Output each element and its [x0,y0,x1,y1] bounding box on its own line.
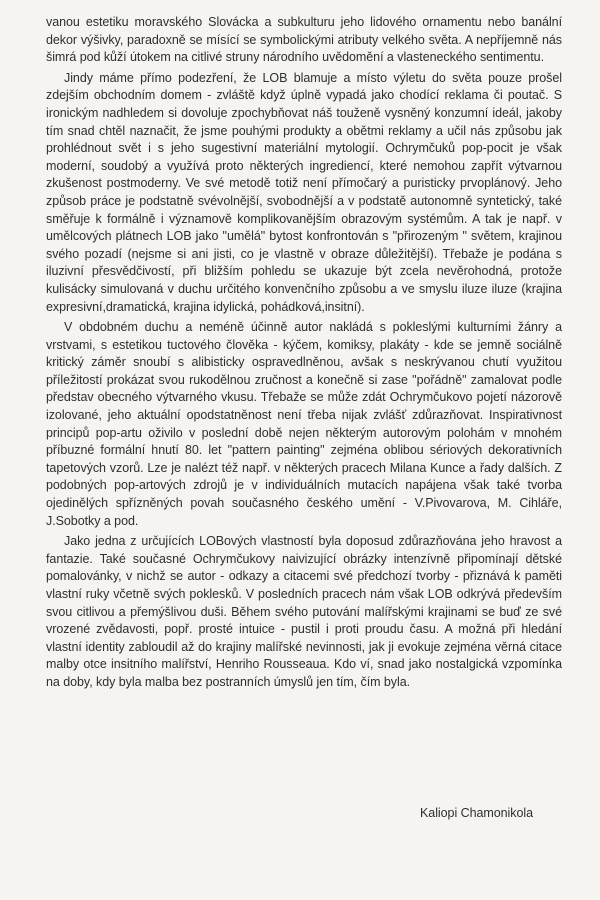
paragraph-3: V obdobném duchu a neméně účinně autor nakládá s pokleslými kulturními žánry a vrstvami, s estetikou tuctového člověka - kýčem, komiksy, plakáty - kde se jemně sociálně kritický záměr snoubí s alibisticky ospravedlněnou, avšak s neskrývanou chutí využitou příležitostí prokázat svou rukodělnou zručnost a konečně si zase "pořádně" zamalovat podle představ obecného výtvarného vkusu. Třebaže se může zdát Ochrymčukovo pojetí názorově izolované, jeho aktuální opodstatněnost není třeba nijak zvlášť zdůrazňovat. Inspirativnost principů pop-artu oživilo v poslední době nejen některým autorovým polohám v mnohém příbuzné formální hnutí 80. let "pattern painting" zejména oblibou sériových dekorativních tapetových vzorů. Lze je nalézt též např. v některých pracech Milana Kunce a řady dalších. Z podobných pop-artových zdrojů je v individuálních mutacích napájena však také tvorba ojedinělých spřízněných povah současného českého umění - V.Pivovarova, M. Cihláře, J.Sobotky a pod. [46,320,562,528]
author-signature: Kaliopi Chamonikola [420,806,534,820]
article-body [46,14,562,695]
paragraph-2: Jindy máme přímo podezření, že LOB blamuje a místo výletu do světa pouze prošel zdejším obchodním domem - zvláště když úplně vypadá jako chodící reklama či poutač. S ironickým nadhledem si dovoluje zpochybňovat náš touženě vysněný konzumní ideál, jakoby tím snad chtěl naznačit, že jsme pouhými produkty a obětmi reklamy a učil nás způsobu jak prohlédnout svět i s jeho sugestivní materiální mytologií. Ochrymčuků pop-pocit je však moderní, soudobý a využívá proto některých ingrediencí, které nemohou zapřít výtvarnou zkušenost postmoderny. Ve své metodě totiž není přímočarý a puristicky prvoplánový. Jeho způsob práce je podstatně svévolnější, svobodnější a v podstatě autonomně syntetický, také směřuje k formálně i významově komplikovanějším obrazovým systémům. A tak je např. v umělcových plátnech LOB jako "umělá" bytost konfrontován s "přirozeným " světem, krajinou svého pozadí (nejsme si ani jisti, co je vlastně v obraze důležitější). Třebaže je podána s iluzivní přesvědčivostí, při bližším pohledu se ukazuje být zcela nevěrohodná, protože kulisácky simulovaná v duchu určitého konvenčního způsobu a ve smyslu iluze iluze (krajina expresivní,dramatická, krajina idylická, pohádková,insitní). [46,70,562,314]
paragraph-4: Jako jedna z určujících LOBových vlastností byla doposud zdůrazňována jeho hravost a fantazie. Také současné Ochrymčukovy naivizující obrázky intenzívně připomínají dětské pomalovánky, v nichž se autor - odkazy a citacemi své předchozí tvorby - přiznává k paměti vlastní ruky včetně svých poklesků. V posledních pracech nám však LOB odkrývá především svou citlivou a přemýšlivou duši. Během svého putování malířskými krajinami se buď ze své vrozené zvědavosti, popř. prosté intuice - pustil i proti proudu času. A možná při hledání vlastní identity zabloudil až do krajiny malířské nevinnosti, jak ji evokuje zejména věrná citace malby otce insitního malířství, Henriho Rousseaua. Kdo ví, snad jako nostalgická vzpomínka na doby, kdy byla malba bez postranních úmyslů jen tím, čím byla. [46,534,562,689]
paragraph-1: vanou estetiku moravského Slovácka a subkulturu jeho lidového ornamentu nebo banální dekor výšivky, paradoxně se mísící se symbolickými atributy velkého světa. A nepříjemně nás šimrá pod kůží útokem na citlivé struny národního uvědomění a vlasteneckého sentimentu. [46,15,562,65]
